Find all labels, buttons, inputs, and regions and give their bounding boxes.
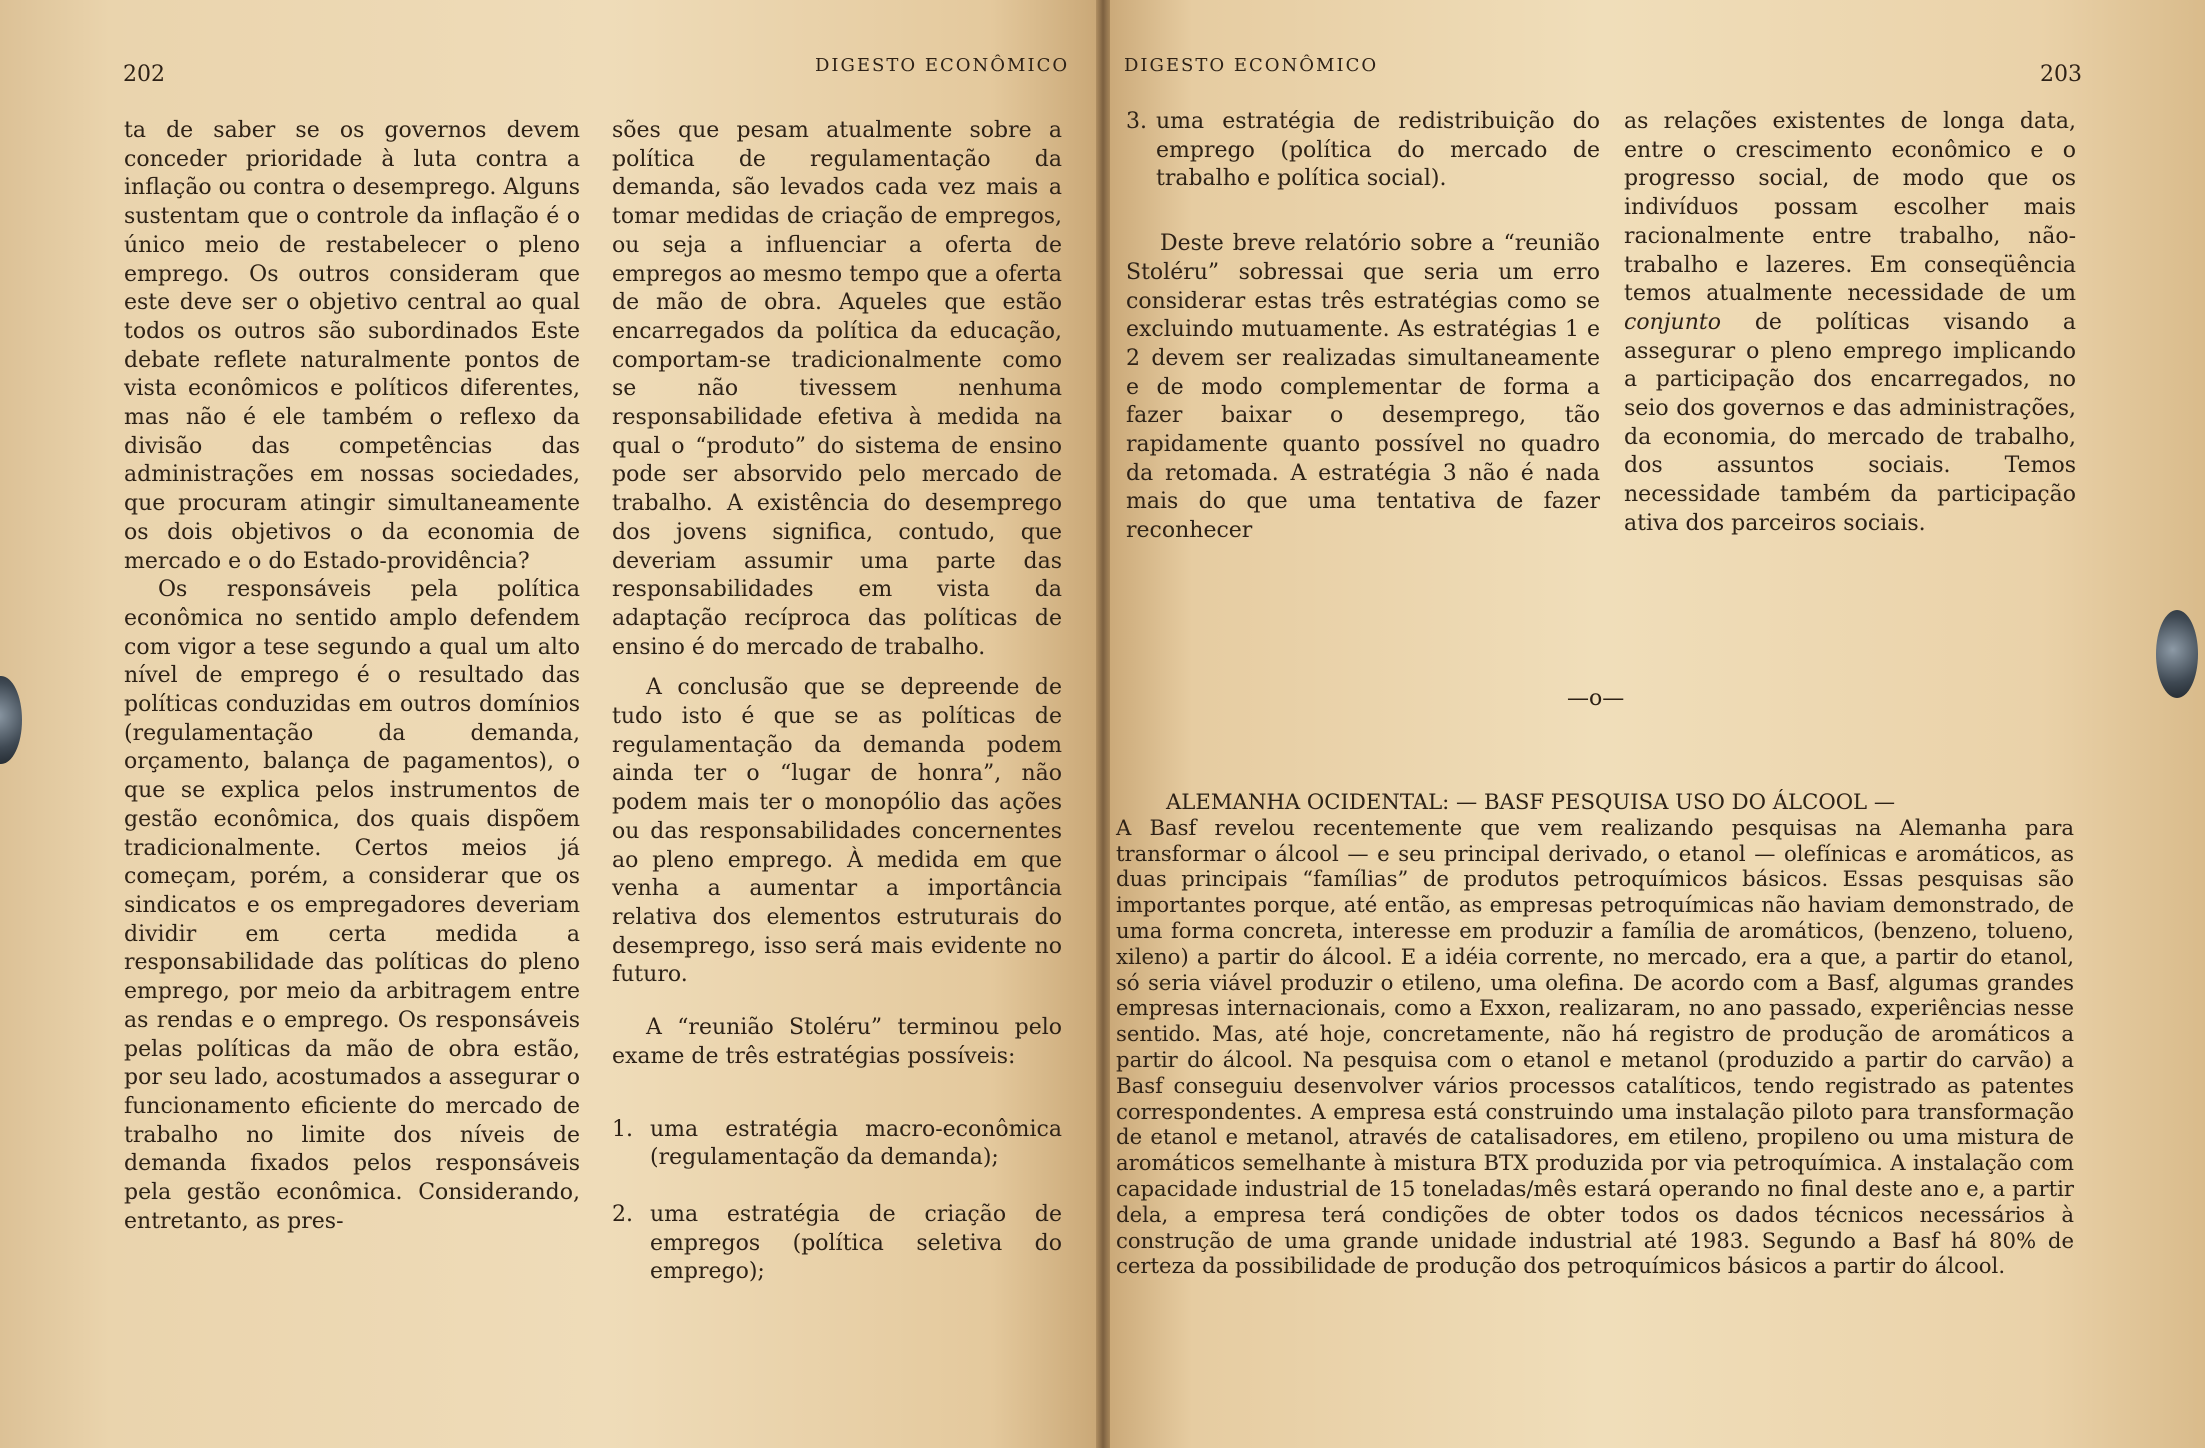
paragraph: ta de saber se os governos devem conceder prioridade à luta contra a inflação ou contra o desemprego. Alguns sustentam que o controle da inflação é o único meio de restabelecer o pleno emprego. Os outros consideram que este deve ser o objetivo central ao qual todos os outros são subordinados Este debate reflete naturalmente pontos de vista econômicos e políticos diferentes, mas não é ele também o reflexo da divisão das competências das administrações em nossas sociedades, que procuram atingir simultaneamente os dois objetivos o da economia de mercado e o do Estado-providência? <box>124 118 580 574</box>
right-column-2 <box>1624 108 2076 539</box>
paragraph: Deste breve relatório sobre a “reunião Stoléru” sobressai que seria um erro considerar estas três estratégias como se excluindo mutuamente. As estratégias 1 e 2 devem ser realizadas simultaneamente e de modo complementar de forma a fazer baixar o desemprego, tão rapidamente quanto possível no quadro da retomada. A estratégia 3 não é nada mais do que uma tentativa de fazer reconhecer <box>1126 231 1600 544</box>
page-number-left: 202 <box>123 62 165 87</box>
list-item <box>1126 108 1600 194</box>
left-column-1 <box>124 117 580 1236</box>
paragraph: sões que pesam atualmente sobre a política de regulamentação da demanda, são levados cada vez mais a tomar medidas de criação de empregos, ou seja a influenciar a oferta de empregos ao mesmo tempo que a oferta de mão de obra. Aqueles que estão encarregados da política da educação, comportam-se tradicionalmente como se não tivessem nenhuma responsabilidade efetiva à medida na qual o “produto” do sistema de ensino pode ser absorvido pelo mercado de trabalho. A existência do desemprego dos jovens significa, contudo, que deveriam assumir uma parte das responsabilidades em vista da adaptação recíproca das políticas de ensino é do mercado de trabalho. <box>612 118 1062 660</box>
list-number: 1. <box>612 1116 633 1142</box>
binder-clip-icon <box>0 676 22 764</box>
left-column-2 <box>612 117 1062 1287</box>
running-head-left: DIGESTO ECONÔMICO <box>815 55 1070 76</box>
list-item <box>612 1116 1062 1173</box>
page-number-right: 203 <box>2040 62 2082 87</box>
text-run: de políticas visando a assegurar o pleno emprego implicando a participação dos encarregados, no seio dos governos e das administrações, da economia, do mercado de trabalho, dos assuntos sociais. Temos necessidade também da participação ativa dos parceiros sociais. <box>1624 309 2076 536</box>
binder-clip-icon <box>2156 610 2198 698</box>
paragraph: Os responsáveis pela política econômica no sentido amplo defendem com vigor a tese segundo a qual um alto nível de emprego é o resultado das políticas conduzidas em outros domínios (regulamentação da demanda, orçamento, balança de pagamentos), o que se explica pelos instrumentos de gestão econômica, dos quais dispõem tradicionalmente. Certos meios já começam, porém, a considerar que os sindicatos e os empregadores deveriam dividir em certa medida a responsabilidade das políticas do pleno emprego, por meio da arbitragem entre as rendas e o emprego. Os responsáveis pelas políticas da mão de obra estão, por seu lado, acostumados a assegurar o funcionamento eficiente do mercado de trabalho no limite dos níveis de demanda fixados pelos responsáveis pela gestão econômica. Considerando, entretanto, as pres- <box>124 577 580 1234</box>
right-column-1 <box>1126 108 1600 546</box>
paragraph <box>1624 108 2076 539</box>
list-item <box>612 1201 1062 1287</box>
list-text: uma estratégia macro-econômica (regulamentação da demanda); <box>650 1116 1062 1171</box>
running-head-right: DIGESTO ECONÔMICO <box>1124 55 1379 76</box>
list-number: 3. <box>1126 109 1147 134</box>
left-page <box>0 0 1100 1448</box>
news-title: ALEMANHA OCIDENTAL: — BASF PESQUISA USO DO ÁLCOOL — <box>1166 789 1896 814</box>
list-text: uma estratégia de criação de empregos (política seletiva do emprego); <box>650 1201 1062 1285</box>
list-number: 2. <box>612 1201 633 1227</box>
list-text: uma estratégia de redistribuição do emprego (política do mercado de trabalho e política social). <box>1156 109 1600 192</box>
emphasis: conjunto <box>1624 309 1721 335</box>
paragraph: A “reunião Stoléru” terminou pelo exame de três estratégias possíveis: <box>612 1015 1062 1069</box>
book-gutter <box>1096 0 1110 1448</box>
news-item <box>1116 789 2074 1279</box>
news-body: A Basf revelou recentemente que vem realizando pesquisas na Alemanha para transformar o álcool — e seu principal derivado, o etanol — olefínicas e aromáticos, as duas principais “famílias” de produtos petroquímicos básicos. Essas pesquisas são importantes porque, até então, as empresas petroquímicas não haviam demonstrado, de uma forma concreta, interesse em produzir a família de aromáticos, (benzeno, tolueno, xileno) a partir do álcool. E a idéia corrente, no mercado, era a que, a partir do etanol, só seria viável produzir o etileno, uma olefina. De acordo com a Basf, algumas grandes empresas internacionais, como a Exxon, realizaram, no ano passado, experiências nesse sentido. Mas, até hoje, concretamente, não há registro de produção de aromáticos a partir do álcool. Na pesquisa com o etanol e metanol (produzido a partir do carvão) a Basf conseguiu desenvolver vários processos catalíticos, tendo registrado as patentes correspondentes. A empresa está construindo uma instalação piloto para transformação de etanol e metanol, através de catalisadores, em etileno, propileno ou uma mistura de aromáticos semelhante à mistura BTX produzida por via petroquímica. A instalação com capacidade industrial de 15 toneladas/mês estará operando no final deste ano e, a partir dela, a empresa terá condições de obter todos os dados técnicos necessários à construção de uma grande unidade industrial até 1983. Segundo a Basf há 80% de certeza da possibilidade de produção dos petroquímicos básicos a partir do álcool. <box>1116 814 2074 1279</box>
section-separator: —o— <box>1567 686 1625 711</box>
text-run: as relações existentes de longa data, entre o crescimento econômico e o progresso social, de modo que os indivíduos possam escolher mais racionalmente entre trabalho, não-trabalho e lazeres. Em conseqüência temos atualmente necessidade de um <box>1624 109 2076 307</box>
paragraph: A conclusão que se depreende de tudo isto é que se as políticas de regulamentação da demanda podem ainda ter o “lugar de honra”, não podem mais ter o monopólio das ações ou das responsabilidades concernentes ao pleno emprego. À medida em que venha a aumentar a importância relativa dos elementos estruturais do desemprego, isso será mais evidente no futuro. <box>612 675 1062 988</box>
